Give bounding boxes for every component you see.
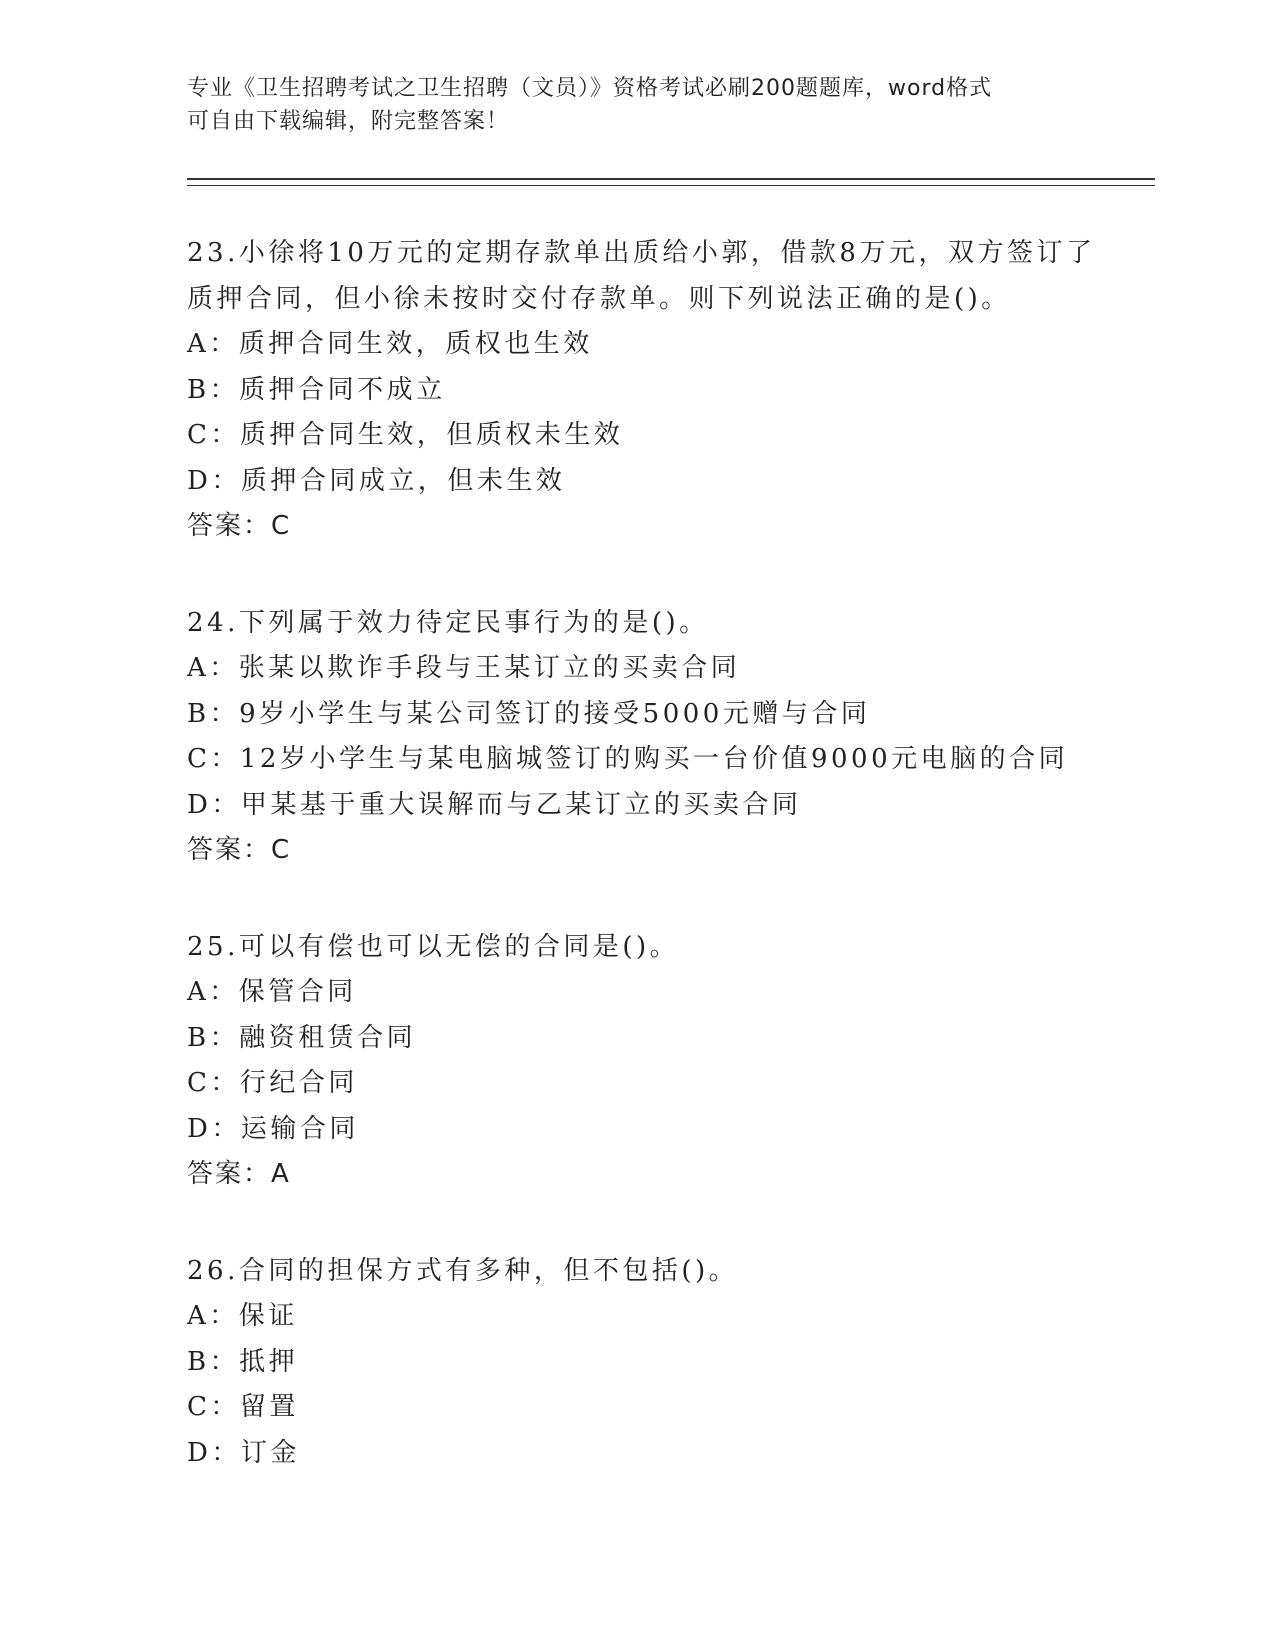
option-c: C：12岁小学生与某电脑城签订的购买一台价值9000元电脑的合同: [187, 744, 1069, 774]
question-25: [187, 925, 1117, 1198]
header-divider: [187, 178, 1155, 186]
question-23: [187, 231, 1117, 550]
document-header: [187, 72, 1087, 138]
answer-label: 答案：C: [187, 835, 292, 865]
option-b: B：融资租赁合同: [187, 1022, 417, 1053]
option-c: C：质押合同生效，但质权未生效: [187, 420, 624, 450]
question-stem: 26.合同的担保方式有多种，但不包括()。: [187, 1255, 739, 1286]
question-stem: 23.小徐将10万元的定期存款单出质给小郭，借款8万元，双方签订了质押合同，但小徐未按时交付存款单。则下列说法正确的是()。: [187, 238, 1096, 314]
option-b: B：抵押: [187, 1346, 299, 1377]
question-24: [187, 601, 1117, 874]
header-line-2: 可自由下载编辑，附完整答案！: [187, 109, 510, 134]
option-c: C：留置: [187, 1392, 299, 1422]
option-d: D：订金: [187, 1437, 300, 1468]
option-d: D：运输合同: [187, 1113, 359, 1144]
option-c: C：行纪合同: [187, 1068, 358, 1098]
question-stem: 25.可以有偿也可以无偿的合同是()。: [187, 931, 680, 962]
option-a: A：张某以欺诈手段与王某订立的买卖合同: [187, 653, 741, 683]
option-a: A：保证: [187, 1301, 298, 1331]
option-b: B：9岁小学生与某公司签订的接受5000元赠与合同: [187, 698, 871, 729]
option-a: A：质押合同生效，质权也生效: [187, 329, 593, 359]
option-a: A：保管合同: [187, 977, 357, 1007]
option-b: B：质押合同不成立: [187, 374, 446, 405]
question-26: [187, 1249, 1117, 1477]
question-list: [187, 231, 1117, 1527]
answer-label: 答案：A: [187, 1159, 291, 1189]
option-d: D：质押合同成立，但未生效: [187, 465, 566, 496]
option-d: D：甲某基于重大误解而与乙某订立的买卖合同: [187, 789, 802, 820]
answer-label: 答案：C: [187, 511, 292, 541]
header-line-1: 专业《卫生招聘考试之卫生招聘（文员）》资格考试必刷200题题库，word格式: [187, 76, 993, 101]
question-stem: 24.下列属于效力待定民事行为的是()。: [187, 607, 709, 638]
